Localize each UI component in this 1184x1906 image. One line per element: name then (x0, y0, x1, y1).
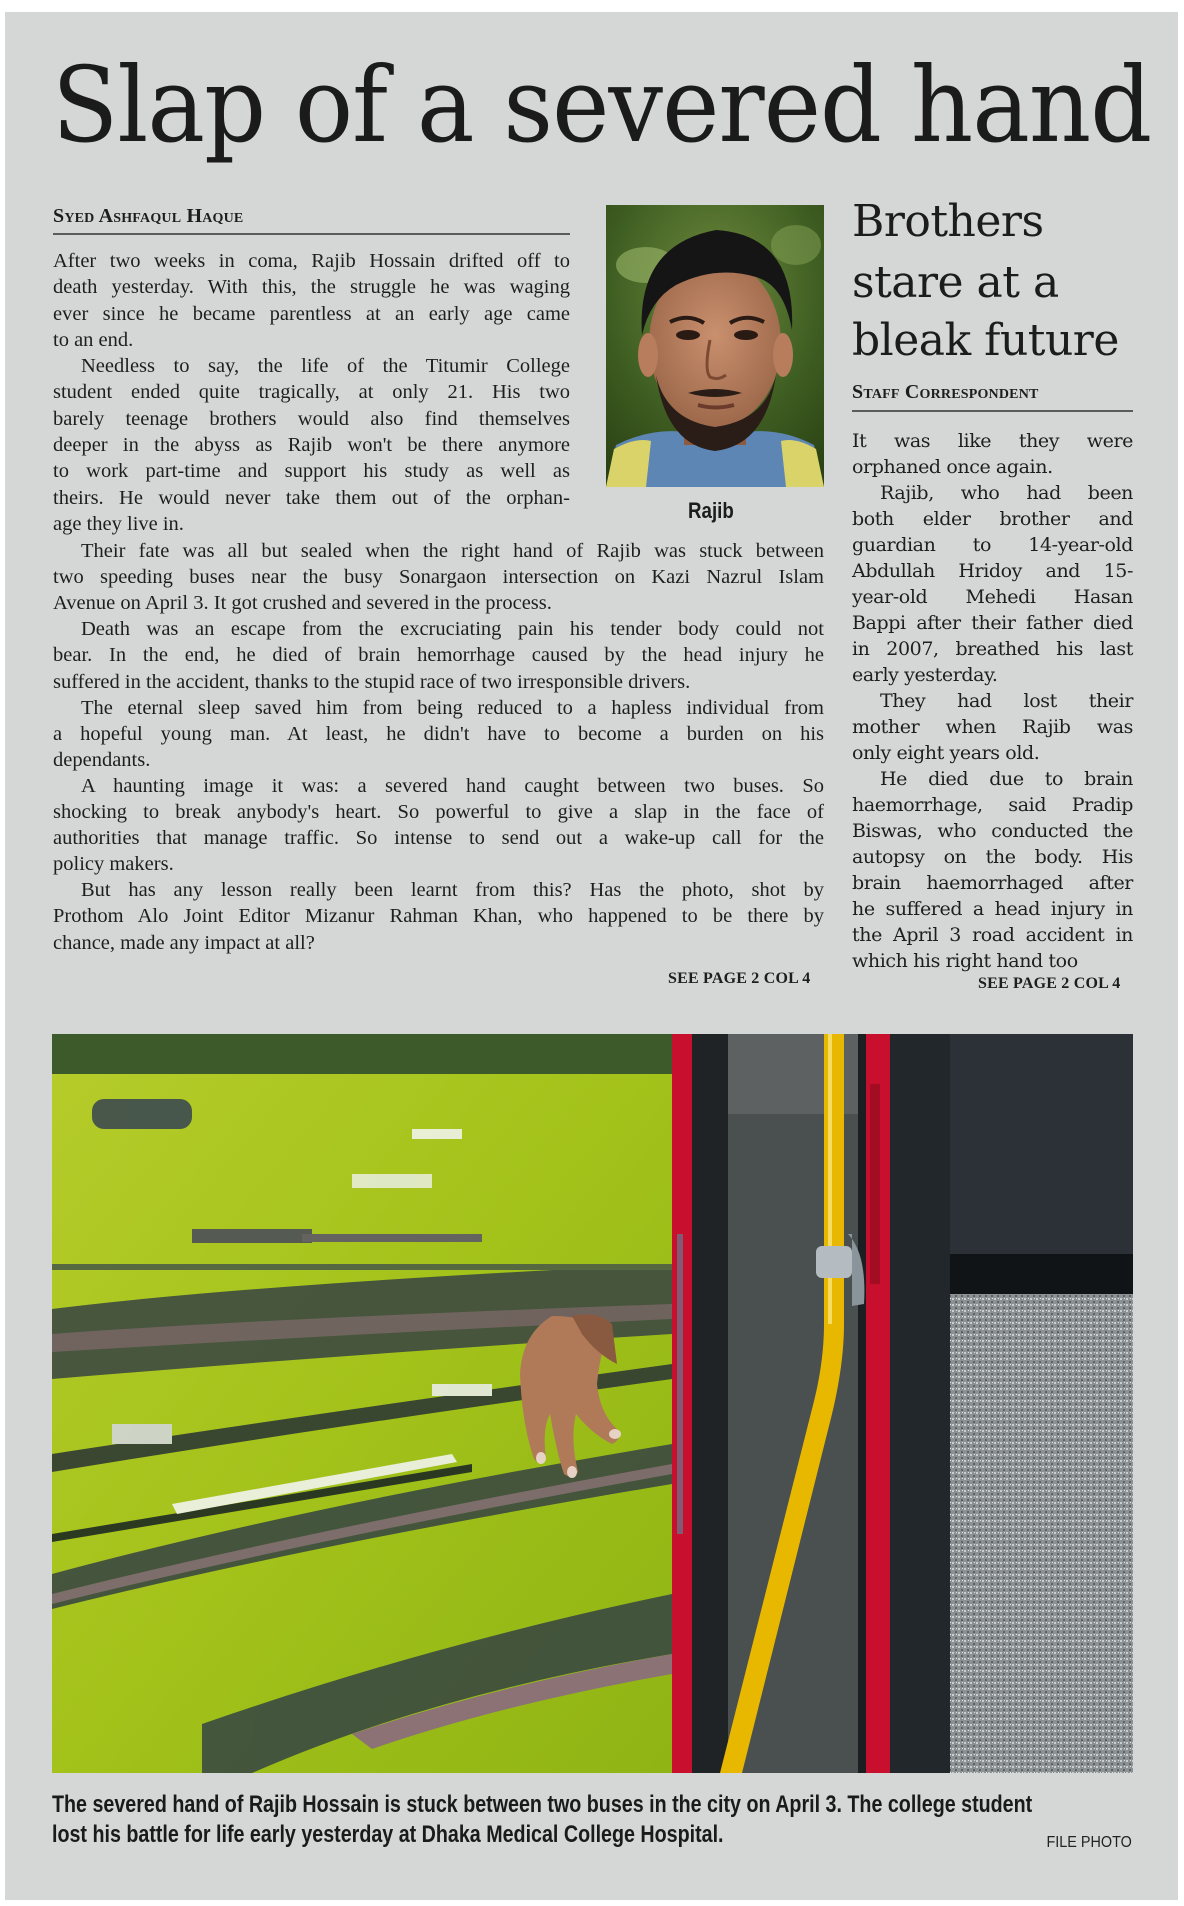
main-photo-severed-hand (52, 1034, 1133, 1773)
main-story-line: Needless to say, the life of the Titumir College (81, 355, 570, 378)
main-story-line: But has any lesson really been learnt from this? Has the photo, shot by (81, 879, 824, 902)
main-story-line: authorities that manage traffic. So intense to send out a wake-up call for the (53, 827, 824, 850)
main-story-line: Death was an escape from the excruciating pain his tender body could not (81, 618, 824, 641)
main-story-line: policy makers. (53, 853, 174, 876)
side-story-line: He died due to brain (880, 768, 1133, 790)
main-story-line: death yesterday. With this, the struggle he was waging (53, 276, 570, 299)
main-story-line: shocking to break anybody's heart. So powerful to give a slap in the face of (53, 801, 824, 823)
main-story-line: to an end. (53, 328, 134, 351)
main-story-line: deeper in the abyss as Rajib won't be there anymore (53, 433, 570, 456)
side-story-line: brain haemorrhaged after (852, 872, 1133, 894)
side-story-line: only eight years old. (852, 742, 1040, 764)
side-story-line: orphaned once again. (852, 456, 1053, 478)
side-story-line: Bappi after their father died (852, 612, 1133, 634)
main-story-line: ever since he became parentless at an early age came (53, 302, 570, 325)
main-story-line: A haunting image it was: a severed hand caught between two buses. So (81, 774, 824, 797)
portrait-image (606, 205, 824, 487)
side-story-line: autopsy on the body. His (852, 846, 1133, 868)
photo-credit: FILE PHOTO (1046, 1834, 1132, 1851)
side-story-line: the April 3 road accident in (852, 924, 1133, 946)
side-story-line: It was like they were (852, 430, 1133, 452)
bus-photo-image (52, 1034, 1133, 1773)
main-story-line: to work part-time and support his study as well as (53, 460, 570, 483)
portrait-caption: Rajib (688, 498, 734, 523)
main-story-line: bear. In the end, he died of brain hemorrhage caused by the head injury he (53, 644, 824, 667)
side-story-line: Rajib, who had been (880, 482, 1133, 504)
photo-caption-line-1: The severed hand of Rajib Hossain is stuck between two buses in the city on April 3. The college student (52, 1791, 1033, 1818)
side-byline-rule (852, 410, 1133, 412)
main-story-line: barely teenage brothers would also find themselves (53, 407, 570, 430)
side-headline-line-3: bleak future (852, 315, 1119, 366)
side-story-line: year-old Mehedi Hasan (852, 586, 1133, 608)
main-story-line: chance, made any impact at all? (53, 931, 315, 954)
side-story-line: Abdullah Hridoy and 15- (852, 560, 1133, 582)
side-headline-line-1: Brothers (852, 196, 1044, 247)
main-story-line: theirs. He would never take them out of the orphan- (53, 486, 570, 509)
side-story-line: which his right hand too (852, 950, 1078, 972)
main-story-line: student ended quite tragically, at only 21. His two (53, 381, 570, 404)
main-story-line: dependants. (53, 748, 151, 771)
side-story-line: early yesterday. (852, 664, 998, 686)
side-story-line: in 2007, breathed his last (852, 638, 1133, 660)
side-headline-line-2: stare at a (852, 257, 1059, 308)
side-story-jump-link[interactable]: SEE PAGE 2 COL 4 (978, 975, 1121, 992)
side-story-line: mother when Rajib was (852, 716, 1133, 738)
main-story-line: After two weeks in coma, Rajib Hossain drifted off to (53, 250, 570, 272)
main-story-line: age they live in. (53, 512, 184, 535)
main-story-line: Their fate was all but sealed when the right hand of Rajib was stuck between (81, 540, 824, 562)
main-story-line: a hopeful young man. At least, he didn't have to become a burden on his (53, 722, 824, 745)
side-byline: Staff Correspondent (852, 381, 1039, 403)
photo-caption-line-2: lost his battle for life early yesterday at Dhaka Medical College Hospital. (52, 1821, 724, 1848)
side-story-line: haemorrhage, said Pradip (852, 794, 1133, 816)
main-headline: Slap of a severed hand (52, 44, 1152, 166)
side-story-line: guardian to 14-year-old (852, 534, 1133, 556)
side-story-line: Biswas, who conducted the (852, 820, 1133, 842)
main-byline: Syed Ashfaqul Haque (53, 205, 244, 227)
byline-rule (53, 233, 570, 235)
main-story-line: Prothom Alo Joint Editor Mizanur Rahman Khan, who happened to be there by (53, 905, 824, 928)
main-story-line: The eternal sleep saved him from being reduced to a hapless individual from (81, 696, 824, 719)
main-story-line: two speeding buses near the busy Sonargaon intersection on Kazi Nazrul Islam (53, 566, 824, 589)
portrait-photo-rajib (606, 205, 824, 487)
main-story-line: Avenue on April 3. It got crushed and severed in the process. (53, 592, 552, 615)
main-story-jump-link[interactable]: SEE PAGE 2 COL 4 (668, 970, 811, 987)
side-story-line: They had lost their (880, 690, 1133, 712)
side-story-line: both elder brother and (852, 508, 1133, 530)
main-story-line: suffered in the accident, thanks to the stupid race of two irresponsible drivers. (53, 670, 691, 693)
side-story-line: he suffered a head injury in (852, 898, 1133, 920)
